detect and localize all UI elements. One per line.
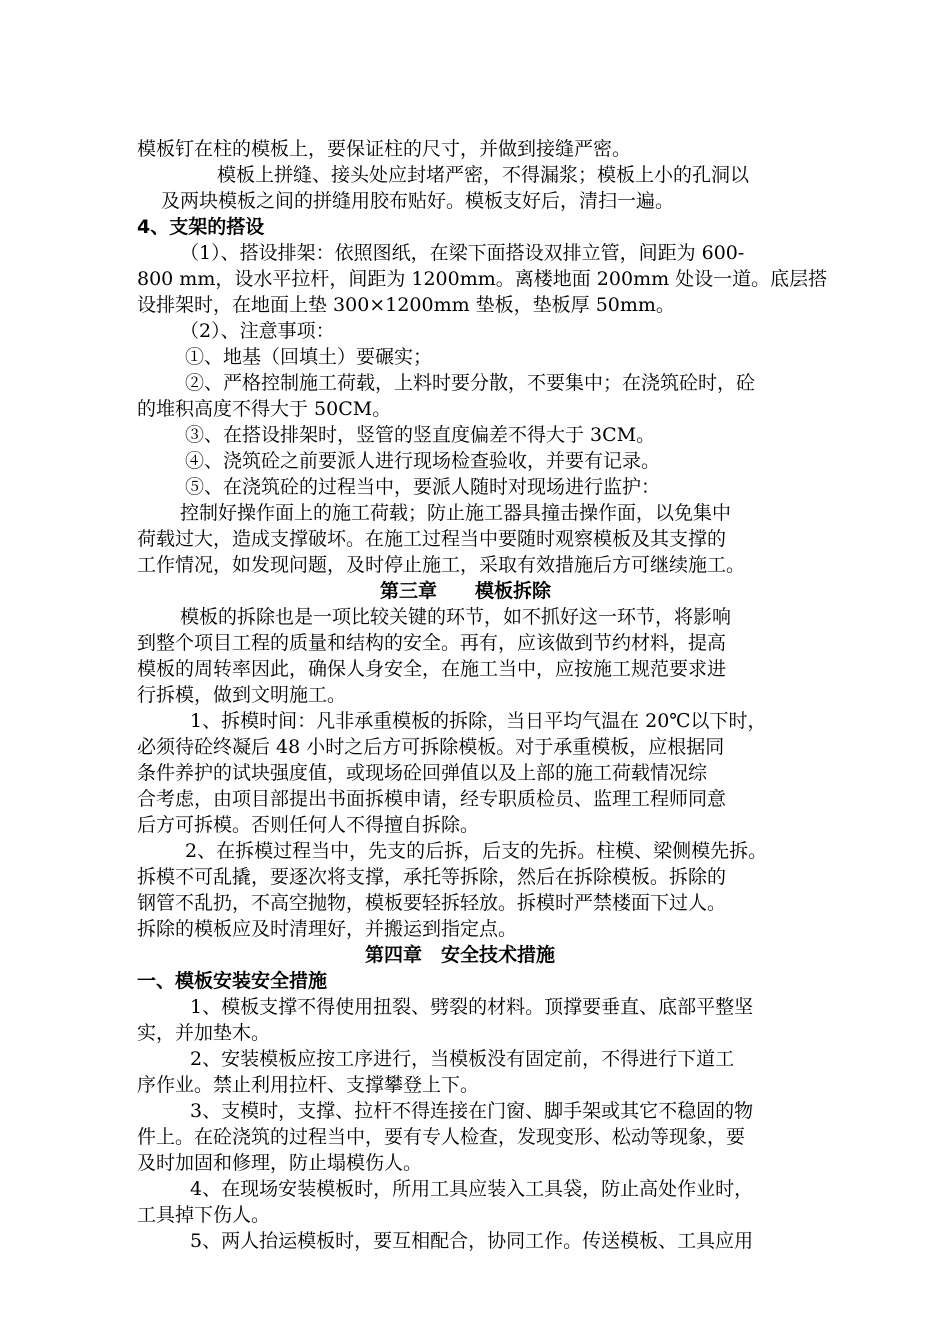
text-line: 1、拆模时间：凡非承重模板的拆除，当日平均气温在 20℃以下时， (190, 710, 767, 732)
text-line: 拆除的模板应及时清理好，并搬运到指定点。 (137, 918, 518, 940)
text-line: 模板上拼缝、接头处应封堵严密，不得漏浆；模板上小的孔洞以 (217, 164, 750, 186)
text-line: ③、在搭设排架时，竖管的竖直度偏差不得大于 3CM。 (185, 424, 656, 446)
text-line: 2、安装模板应按工序进行，当模板没有固定前，不得进行下道工 (190, 1048, 735, 1070)
text-line: （2）、注意事项： (180, 320, 335, 342)
text-line: 工具掉下伤人。 (137, 1204, 271, 1226)
text-line: 5、两人抬运模板时，要互相配合，协同工作。传送模板、工具应用 (190, 1230, 754, 1252)
text-line: 钢管不乱扔，不高空抛物，模板要轻拆轻放。拆模时严禁楼面下过人。 (137, 892, 727, 914)
text-line: 2、在拆模过程当中，先支的后拆，后支的先拆。柱模、梁侧模先拆。 (185, 840, 768, 862)
text-line: ②、严格控制施工荷载，上料时要分散，不要集中；在浇筑砼时，砼 (185, 372, 756, 394)
text-line: 到整个项目工程的质量和结构的安全。再有，应该做到节约材料，提高 (137, 632, 727, 654)
text-line: 行拆模，做到文明施工。 (137, 684, 347, 706)
text-line: 模板钉在柱的模板上，要保证柱的尺寸，并做到接缝严密。 (137, 138, 632, 160)
text-line: ④、浇筑砼之前要派人进行现场检查验收，并要有记录。 (185, 450, 661, 472)
chapter-heading: 第三章 模板拆除 (380, 580, 552, 602)
chapter-heading: 第四章 安全技术措施 (365, 944, 556, 966)
text-line: 及两块模板之间的拼缝用胶布贴好。模板支好后，清扫一遍。 (161, 190, 675, 212)
section-heading: 一、模板安装安全措施 (137, 970, 328, 992)
text-line: 拆模不可乱撬，要逐次将支撑，承托等拆除，然后在拆除模板。拆除的 (137, 866, 727, 888)
text-line: 模板的拆除也是一项比较关键的环节，如不抓好这一环节，将影响 (180, 606, 732, 628)
text-line: 条件养护的试块强度值，或现场砼回弹值以及上部的施工荷载情况综 (137, 762, 708, 784)
section-heading: 4、支架的搭设 (137, 216, 265, 238)
text-line: 实，并加垫木。 (137, 1022, 271, 1044)
text-line: 及时加固和修理，防止塌模伤人。 (137, 1152, 423, 1174)
text-line: 必须待砼终凝后 48 小时之后方可拆除模板。对于承重模板，应根据同 (137, 736, 725, 758)
text-line: 荷载过大，造成支撑破坏。在施工过程当中要随时观察模板及其支撑的 (137, 528, 727, 550)
text-line: 设排架时，在地面上垫 300×1200mm 垫板，垫板厚 50mm。 (137, 294, 675, 316)
text-line: 1、模板支撑不得使用扭裂、劈裂的材料。顶撑要垂直、底部平整坚 (190, 996, 754, 1018)
text-line: 工作情况，如发现问题，及时停止施工，采取有效措施后方可继续施工。 (137, 554, 746, 576)
text-line: 800 mm，设水平拉杆，间距为 1200mm。离楼地面 200mm 处设一道。底层搭 (137, 268, 828, 290)
text-line: 3、支模时，支撑、拉杆不得连接在门窗、脚手架或其它不稳固的物 (190, 1100, 754, 1122)
text-line: 后方可拆模。否则任何人不得擅自拆除。 (137, 814, 480, 836)
text-line: 的堆积高度不得大于 50CM。 (137, 398, 392, 420)
text-line: （1）、搭设排架：依照图纸，在梁下面搭设双排立管，间距为 600- (180, 242, 745, 264)
text-line: 模板的周转率因此，确保人身安全，在施工当中，应按施工规范要求进 (137, 658, 727, 680)
text-line: 合考虑，由项目部提出书面拆模申请，经专职质检员、监理工程师同意 (137, 788, 727, 810)
text-line: 控制好操作面上的施工荷载；防止施工器具撞击操作面，以免集中 (180, 502, 732, 524)
text-line: 件上。在砼浇筑的过程当中，要有专人检查，发现变形、松动等现象，要 (137, 1126, 746, 1148)
text-line: ①、地基（回填土）要碾实； (185, 346, 433, 368)
text-line: 序作业。禁止利用拉杆、支撑攀登上下。 (137, 1074, 480, 1096)
text-line: 4、在现场安装模板时，所用工具应装入工具袋，防止高处作业时， (190, 1178, 754, 1200)
text-line: ⑤、在浇筑砼的过程当中，要派人随时对现场进行监护： (185, 476, 661, 498)
